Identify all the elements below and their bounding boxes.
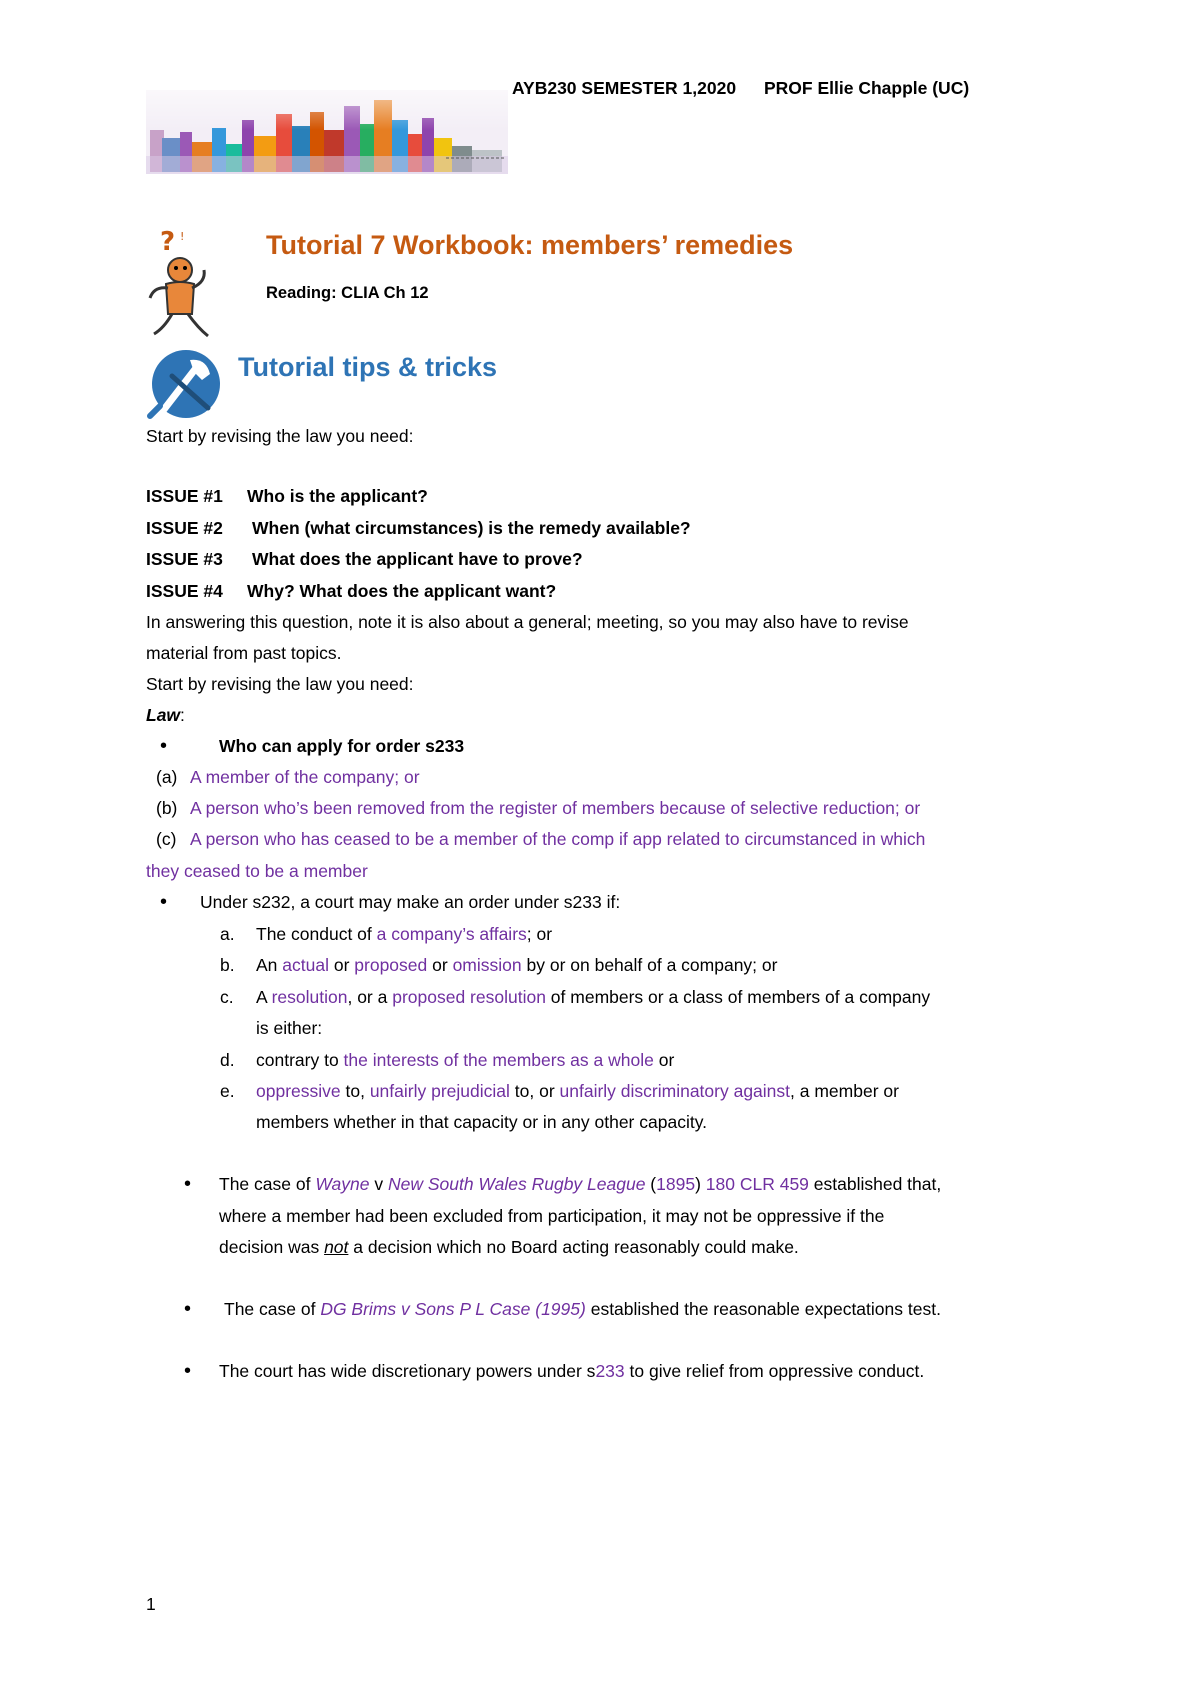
list-letter: a. <box>220 924 235 944</box>
law-heading: Law: <box>146 705 185 725</box>
s232-item-c-cont: is either: <box>256 1018 323 1038</box>
list-letter: (c) <box>156 829 177 849</box>
s232-item-c: A resolution, or a proposed resolution of members or a class of members of a company <box>256 987 931 1007</box>
bullet-icon: • <box>184 1360 192 1382</box>
s232-item-d: contrary to the interests of the members as a whole or <box>256 1050 675 1070</box>
svg-text:!: ! <box>180 230 185 243</box>
list-letter: (a) <box>156 767 178 787</box>
paragraph-line: material from past topics. <box>146 643 342 663</box>
issue-label: ISSUE #1 <box>146 486 223 506</box>
page-number: 1 <box>146 1594 156 1614</box>
intro-text-2: Start by revising the law you need: <box>146 674 414 694</box>
tips-heading: Tutorial tips & tricks <box>238 352 498 382</box>
issue-text: Who is the applicant? <box>247 486 428 506</box>
case-brims: The case of DG Brims v Sons P L Case (1995) established the reasonable expectations test. <box>224 1299 941 1319</box>
issue-text: What does the applicant have to prove? <box>252 549 583 569</box>
bullet-icon: • <box>160 891 168 913</box>
court-powers: The court has wide discretionary powers under s233 to give relief from oppressive conduct. <box>219 1361 925 1381</box>
applicant-item: A person who’s been removed from the register of members because of selective reduction; or <box>190 798 921 818</box>
case-wayne-line3: decision was not a decision which no Board acting reasonably could make. <box>219 1237 799 1257</box>
page-title: Tutorial 7 Workbook: members’ remedies <box>266 230 794 260</box>
header-course: AYB230 SEMESTER 1,2020 <box>512 78 737 98</box>
case-wayne-line2: where a member had been excluded from participation, it may not be oppressive if the <box>219 1206 885 1226</box>
issue-label: ISSUE #4 <box>146 581 223 601</box>
reading-line: Reading: CLIA Ch 12 <box>266 284 429 302</box>
bullet-icon: • <box>160 735 168 757</box>
s232-item-b: An actual or proposed or omission by or on behalf of a company; or <box>256 955 778 975</box>
bullet-icon: • <box>184 1298 192 1320</box>
applicant-item: A member of the company; or <box>190 767 420 787</box>
intro-text: Start by revising the law you need: <box>146 426 414 446</box>
svg-text:?: ? <box>160 227 176 257</box>
s232-item-a: The conduct of a company’s affairs; or <box>256 924 553 944</box>
list-letter: d. <box>220 1050 235 1070</box>
applicant-item: A person who has ceased to be a member of the comp if app related to circumstanced in which <box>190 829 926 849</box>
s232-item-e: oppressive to, unfairly prejudicial to, or unfairly discriminatory against, a member or <box>256 1081 899 1101</box>
paragraph-line: In answering this question, note it is also about a general; meeting, so you may also have to revise <box>146 612 909 632</box>
applicant-item-cont: they ceased to be a member <box>146 861 368 881</box>
list-letter: b. <box>220 955 235 975</box>
city-skyline-logo <box>146 90 508 174</box>
list-letter: e. <box>220 1081 235 1101</box>
tools-icon <box>146 346 222 420</box>
issue-text: Why? What does the applicant want? <box>247 581 557 601</box>
s232-intro: Under s232, a court may make an order under s233 if: <box>200 892 621 912</box>
list-letter: (b) <box>156 798 178 818</box>
who-can-apply: Who can apply for order s233 <box>219 736 465 756</box>
issue-label: ISSUE #3 <box>146 549 223 569</box>
header-prof: PROF Ellie Chapple (UC) <box>764 78 970 98</box>
thinking-figure-icon <box>146 226 226 348</box>
bullet-icon: • <box>184 1173 192 1195</box>
issue-label: ISSUE #2 <box>146 518 223 538</box>
issue-text: When (what circumstances) is the remedy available? <box>252 518 691 538</box>
list-letter: c. <box>220 987 234 1007</box>
case-wayne-line1: The case of Wayne v New South Wales Rugby League (1895) 180 CLR 459 established that, <box>219 1174 942 1194</box>
s232-item-e-cont: members whether in that capacity or in any other capacity. <box>256 1112 708 1132</box>
